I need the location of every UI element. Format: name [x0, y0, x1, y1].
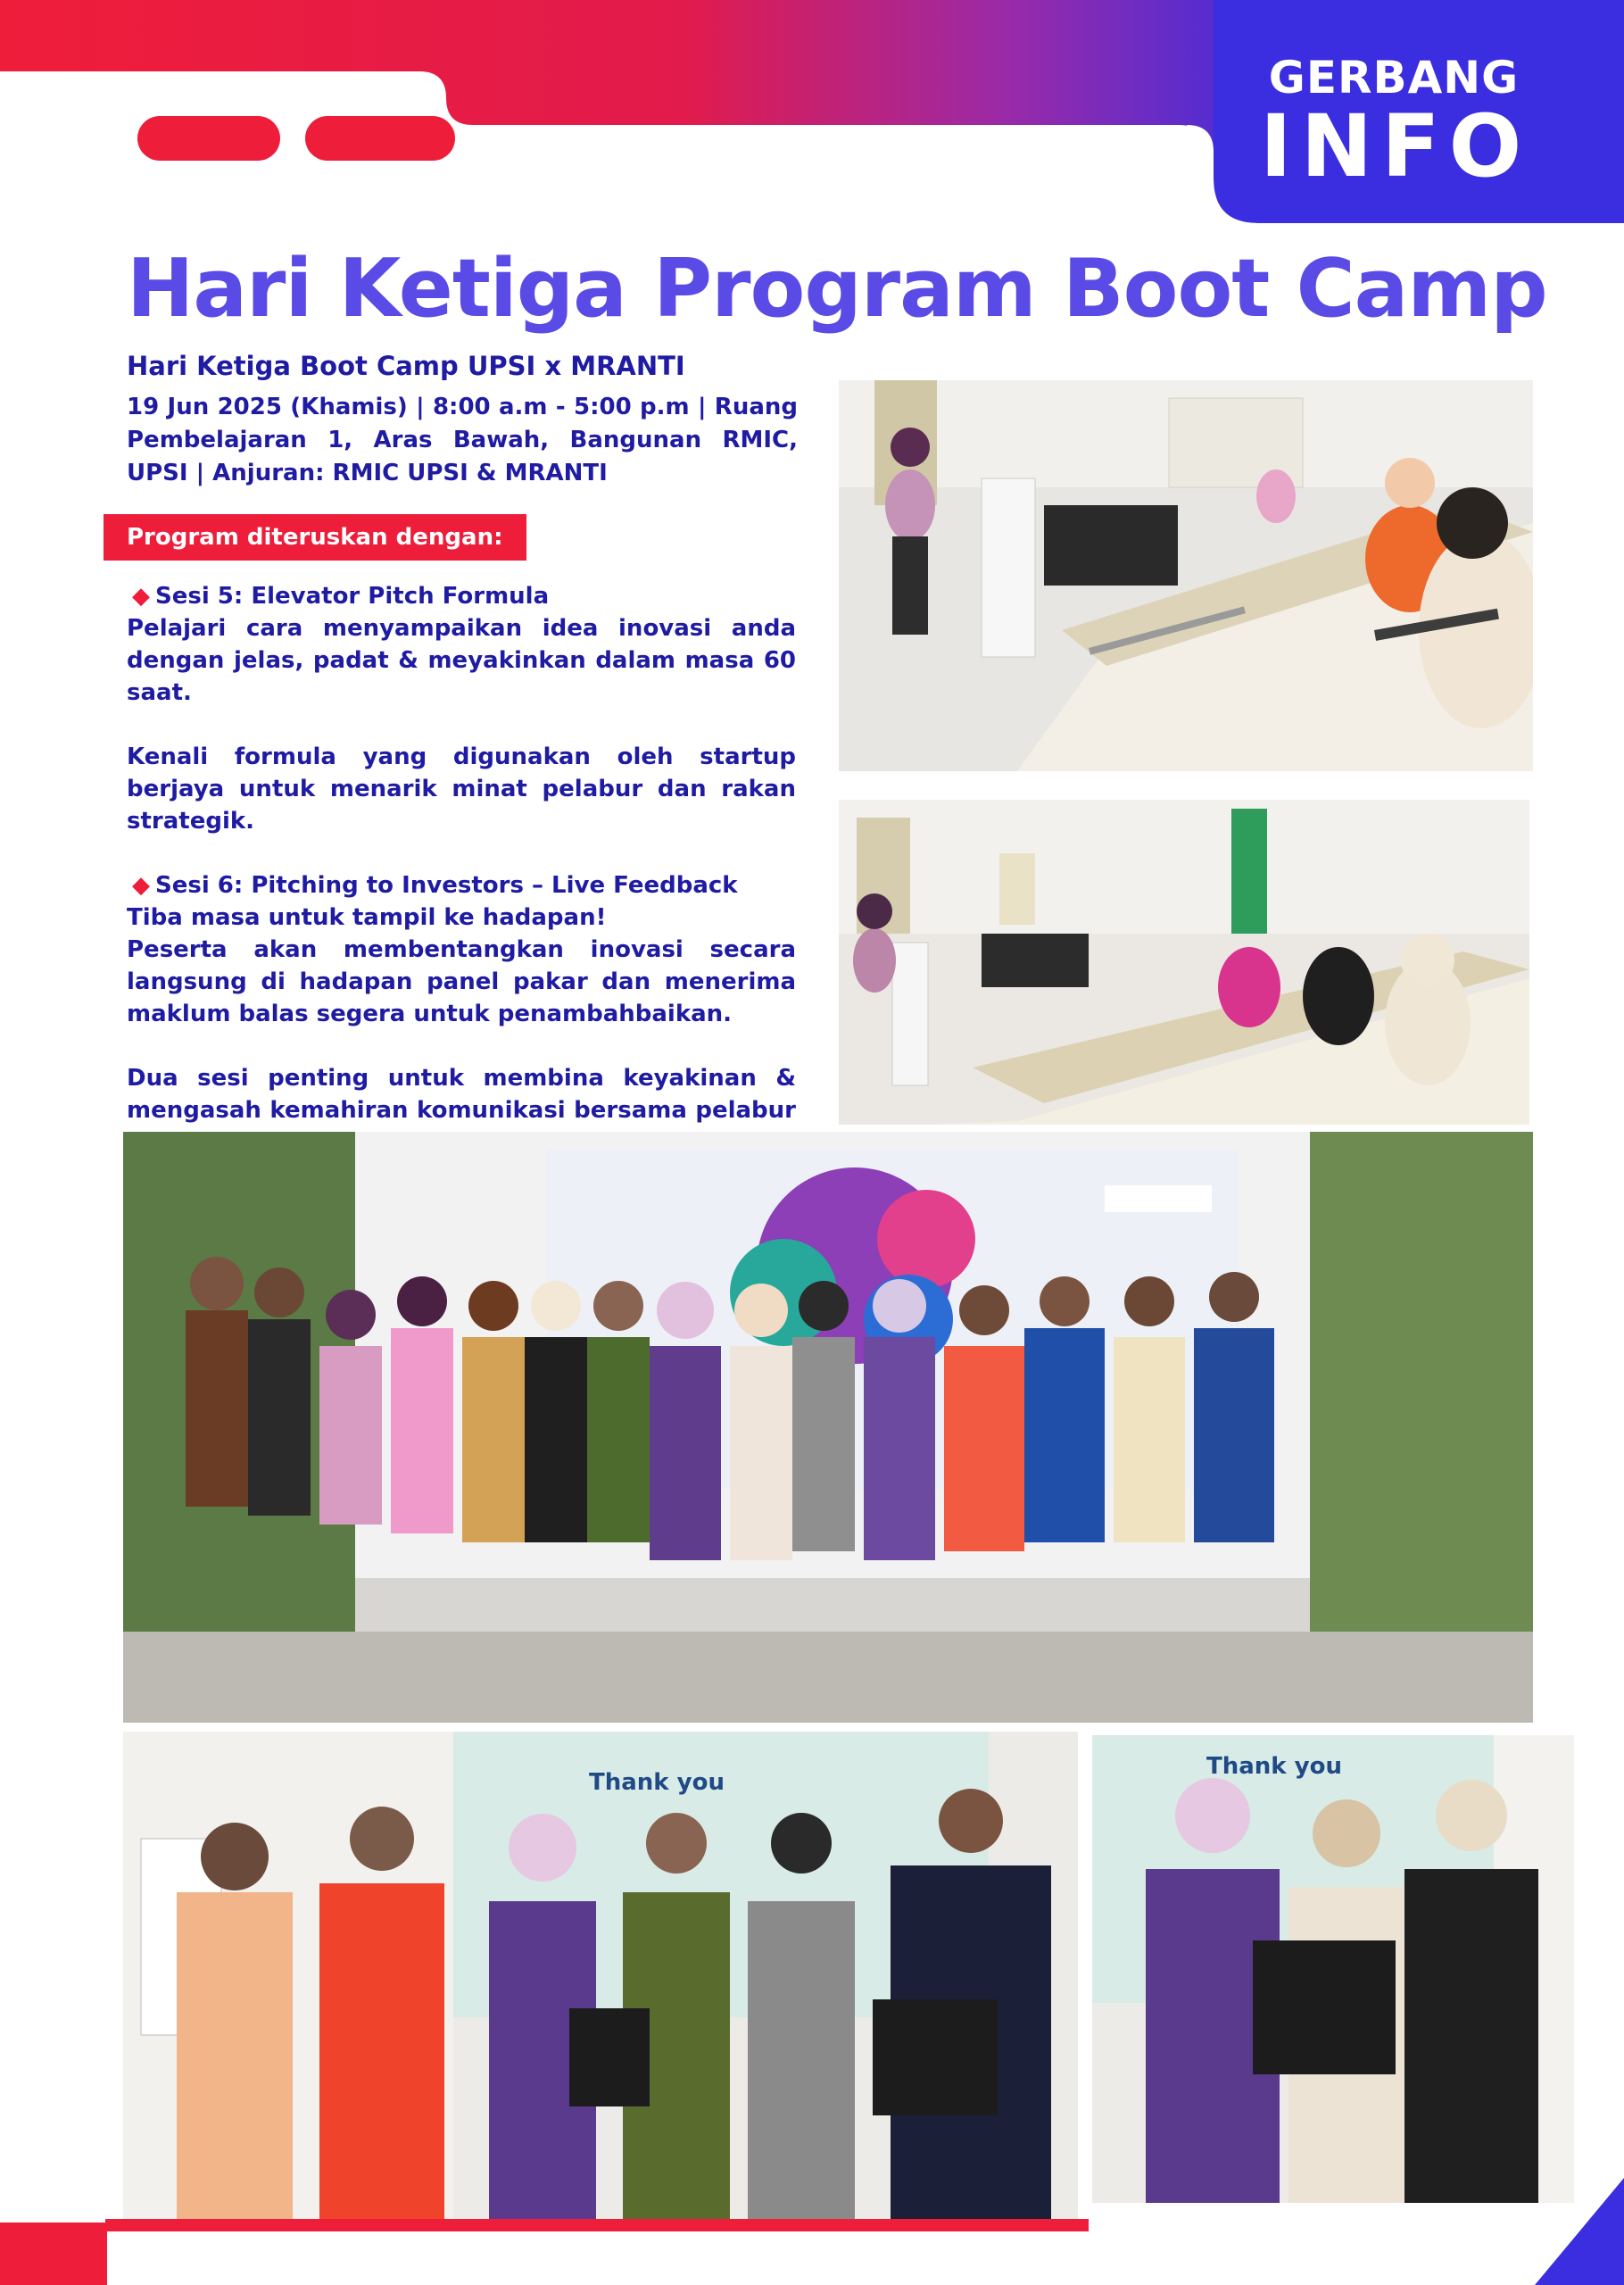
photo-speaker-at-podium — [839, 380, 1533, 771]
diamond-bullet-icon: ◆ — [132, 872, 150, 899]
page-title: Hari Ketiga Program Boot Camp — [127, 242, 1547, 336]
diamond-bullet-icon: ◆ — [132, 583, 150, 610]
session-6-heading: Sesi 6: Pitching to Investors – Live Feedback — [155, 872, 738, 899]
corner-accent-left — [0, 2223, 125, 2285]
session-6-text-2: Peserta akan membentangkan inovasi secara langsung di hadapan panel pakar dan menerima maklum balas segera untuk penambahbaikan. — [127, 936, 796, 1027]
brand-logo-info: INFO — [1260, 96, 1531, 196]
event-subtitle: Hari Ketiga Boot Camp UPSI x MRANTI — [127, 351, 685, 381]
photo-workshop-room — [839, 800, 1529, 1125]
photo-thank-you-group — [123, 1732, 1078, 2219]
corner-accent — [1535, 2178, 1624, 2285]
session-6-text: Tiba masa untuk tampil ke hadapan! — [127, 904, 607, 931]
slide-thank-you-text: Thank you — [589, 1769, 725, 1796]
closing-text: Dua sesi penting untuk membina keyakinan & mengasah kemahiran komunikasi bersama pelabur — [127, 1065, 796, 1124]
bottom-stripe — [105, 2219, 1089, 2231]
photo-thank-you-handover — [1092, 1735, 1574, 2203]
session-5-text: Pelajari cara menyampaikan idea inovasi anda dengan jelas, padat & meyakinkan dalam masa 60 saat. — [127, 615, 796, 706]
brand-line-1: GERBANG — [1268, 52, 1520, 104]
session-5-heading: Sesi 5: Elevator Pitch Formula — [155, 583, 550, 610]
photo-group — [123, 1132, 1533, 1723]
event-details: 19 Jun 2025 (Khamis) | 8:00 a.m - 5:00 p.m | Ruang Pembelajaran 1, Aras Bawah, Bangunan RMIC, UPSI | Anjuran: RMIC UPSI & MRANTI — [127, 394, 798, 486]
decorative-pill-right — [305, 116, 455, 161]
section-label: Program diteruskan dengan: — [104, 514, 526, 561]
decorative-pill-left — [137, 116, 280, 161]
program-description — [127, 580, 796, 1191]
session-5-text-2: Kenali formula yang digunakan oleh startup berjaya untuk menarik minat pelabur dan rakan strategik. — [127, 744, 796, 835]
slide-thank-you-text-2: Thank you — [1206, 1753, 1342, 1780]
